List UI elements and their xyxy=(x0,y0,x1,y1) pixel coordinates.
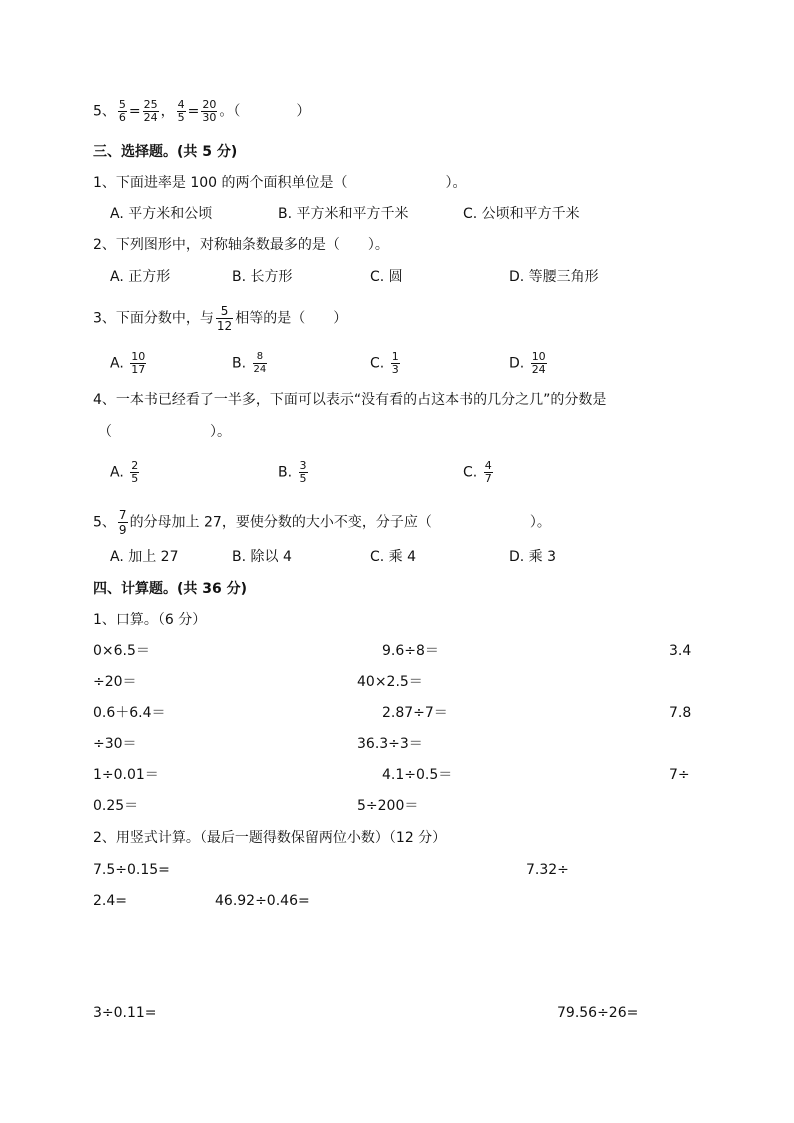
sec3-q3-option-c[interactable]: C. $\frac{1}{3}$ xyxy=(370,350,399,376)
sec3-q1-option-b[interactable]: B. 平方米和平方千米 xyxy=(278,206,409,222)
sec3-q4-option-c[interactable]: C. $\frac{4}{7}$ xyxy=(463,459,492,485)
sec3-q2-option-d[interactable]: D. 等腰三角形 xyxy=(509,269,599,285)
sec4-q1-title: 1、口算。（6 分） xyxy=(93,612,207,628)
vertical-calc-2-end: 2.4= xyxy=(93,893,127,909)
sec3-q5-option-b[interactable]: B. 除以 4 xyxy=(232,549,292,565)
sec3-q1-option-a[interactable]: A. 平方米和公顷 xyxy=(110,206,213,222)
sec3-q4-line2: （ ）。 xyxy=(98,424,231,440)
mental-calc-r5c1: 1÷0.01＝ xyxy=(93,767,159,783)
section-3-title: 三、选择题。(共 5 分) xyxy=(93,144,238,160)
sec3-q5-option-a[interactable]: A. 加上 27 xyxy=(110,549,179,565)
fraction-8-24: $\frac{8}{24}$ xyxy=(253,351,267,375)
mental-calc-r3c1: 0.6＋6.4＝ xyxy=(93,705,166,721)
mental-calc-r6c1: 0.25＝ xyxy=(93,798,139,814)
fraction-5-6: $\frac{5}{6}$ xyxy=(118,98,126,124)
section-4-title: 四、计算题。(共 36 分) xyxy=(93,581,248,597)
mental-calc-r5c3: 7÷ xyxy=(669,767,690,783)
vertical-calc-4: 3÷0.11= xyxy=(93,1005,157,1021)
sec3-q3-text: 3、下面分数中，与 $\frac{5}{12}$ 相等的是（ ） xyxy=(93,304,348,333)
sec3-q5-text: 5、 $\frac{7}{9}$ 的分母加上 27，要使分数的大小不变，分子应（ ）。 xyxy=(93,508,551,537)
sec3-q4-option-b[interactable]: B. $\frac{3}{5}$ xyxy=(278,459,307,485)
sec3-q2-option-a[interactable]: A. 正方形 xyxy=(110,269,171,285)
mental-calc-r3c3: 7.8 xyxy=(669,705,692,721)
mental-calc-r2c1: ÷20＝ xyxy=(93,674,137,690)
sec3-q1-option-c[interactable]: C. 公顷和平方千米 xyxy=(463,206,580,222)
mental-calc-r3c2: 2.87÷7＝ xyxy=(382,705,448,721)
sec3-q5-option-d[interactable]: D. 乘 3 xyxy=(509,549,557,565)
q5-judgement: 5、 $\frac{5}{6}$ = $\frac{25}{24}$ ， $\frac{4}{5}$ = $\frac{20}{30}$ 。（ ） xyxy=(93,98,311,124)
vertical-calc-5: 79.56÷26= xyxy=(557,1005,639,1021)
sec3-q3-option-a[interactable]: A. $\frac{10}{17}$ xyxy=(110,350,146,376)
vertical-calc-2-start: 7.32÷ xyxy=(526,862,569,878)
sec4-q2-title: 2、用竖式计算。（最后一题得数保留两位小数）（12 分） xyxy=(93,830,447,846)
sec3-q2-text: 2、下列图形中，对称轴条数最多的是（ ）。 xyxy=(93,237,389,253)
fraction-10-17: $\frac{10}{17}$ xyxy=(131,350,146,376)
fraction-2-5: $\frac{2}{5}$ xyxy=(131,459,139,485)
vertical-calc-3: 46.92÷0.46= xyxy=(215,893,310,909)
sec3-q2-option-b[interactable]: B. 长方形 xyxy=(232,269,293,285)
fraction-1-3: $\frac{1}{3}$ xyxy=(391,350,399,376)
fraction-4-5: $\frac{4}{5}$ xyxy=(177,98,185,124)
mental-calc-r5c2: 4.1÷0.5＝ xyxy=(382,767,453,783)
mental-calc-r6c2: 5÷200＝ xyxy=(357,798,419,814)
sec3-q3-option-b[interactable]: B. $\frac{8}{24}$ xyxy=(232,351,267,375)
sec3-q2-option-c[interactable]: C. 圆 xyxy=(370,269,403,285)
fraction-10-24: $\frac{10}{24}$ xyxy=(531,350,546,376)
vertical-calc-1: 7.5÷0.15= xyxy=(93,862,170,878)
q5-number: 5、 xyxy=(93,103,116,120)
mental-calc-r4c1: ÷30＝ xyxy=(93,736,137,752)
fraction-5-12: $\frac{5}{12}$ xyxy=(216,304,233,333)
sec3-q1-text: 1、下面进率是 100 的两个面积单位是（ ）。 xyxy=(93,175,467,191)
fraction-20-30: $\frac{20}{30}$ xyxy=(202,98,217,124)
fraction-3-5: $\frac{3}{5}$ xyxy=(299,459,307,485)
fraction-25-24: $\frac{25}{24}$ xyxy=(143,98,158,124)
mental-calc-r1c3: 3.4 xyxy=(669,643,692,659)
sec3-q4-line1: 4、一本书已经看了一半多，下面可以表示“没有看的占这本书的几分之几”的分数是 xyxy=(93,392,607,408)
mental-calc-r4c2: 36.3÷3＝ xyxy=(357,736,423,752)
mental-calc-r1c2: 9.6÷8＝ xyxy=(382,643,439,659)
sec3-q3-option-d[interactable]: D. $\frac{10}{24}$ xyxy=(509,350,546,376)
mental-calc-r1c1: 0×6.5＝ xyxy=(93,643,150,659)
fraction-4-7: $\frac{4}{7}$ xyxy=(484,459,492,485)
mental-calc-r2c2: 40×2.5＝ xyxy=(357,674,423,690)
fraction-7-9: $\frac{7}{9}$ xyxy=(118,508,127,537)
sec3-q4-option-a[interactable]: A. $\frac{2}{5}$ xyxy=(110,459,139,485)
sec3-q5-option-c[interactable]: C. 乘 4 xyxy=(370,549,417,565)
